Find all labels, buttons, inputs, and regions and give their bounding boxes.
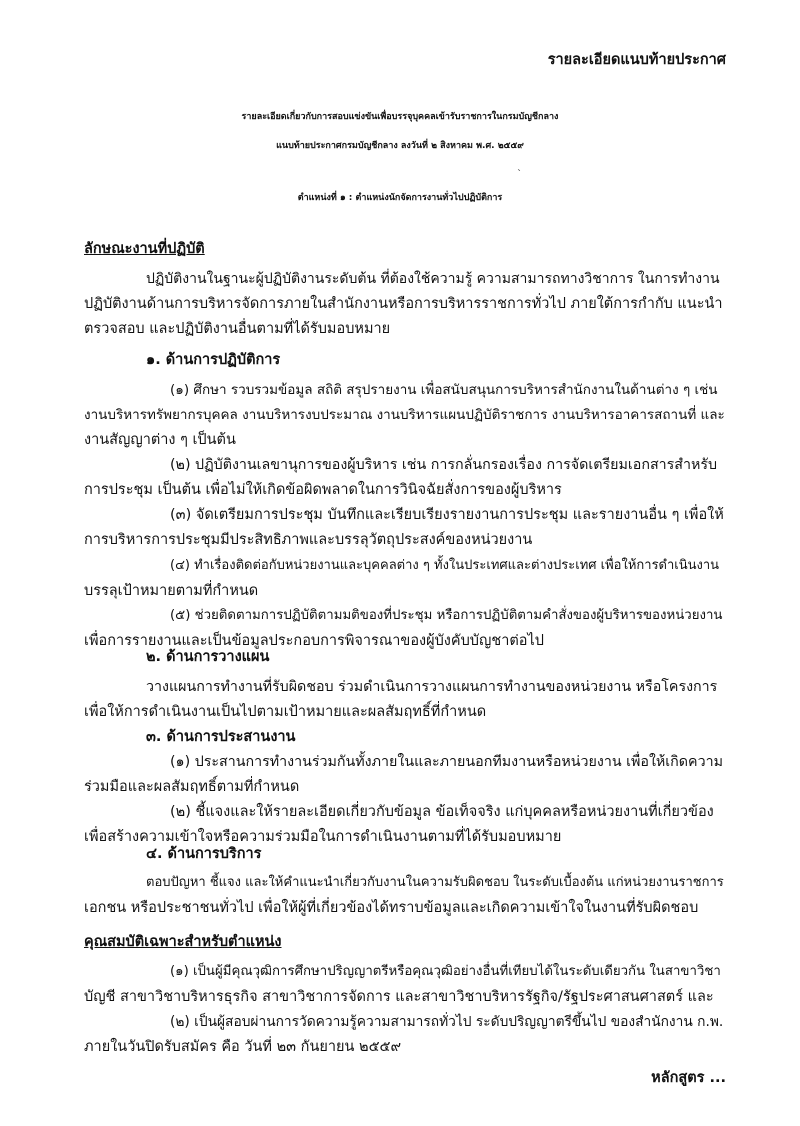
duties-intro-line: ปฏิบัติงานในฐานะผู้ปฏิบัติงานระดับต้น ที่ต้องใช้ความรู้ ความสามารถทางวิชาการ ในการทำงาน: [146, 271, 720, 287]
continuation-note: หลักสูตร ...: [651, 1070, 726, 1086]
section-2-line: วางแผนการทำงานที่รับผิดชอบ ร่วมดำเนินการวางแผนการทำงานของหน่วยงาน หรือโครงการ: [146, 679, 718, 695]
duties-intro-line: ปฏิบัติงานด้านการบริหารจัดการภายในสำนักงานหรือการบริหารราชการทั่วไป ภายใต้การกำกับ แนะนำ: [84, 296, 723, 312]
qualification-line: ภายในวันปิดรับสมัคร คือ วันที่ ๒๓ กันยายน ๒๕๕๙: [84, 1039, 402, 1055]
section-4-heading: ๔. ด้านการบริการ: [146, 846, 262, 862]
section-1-line: (๔) ทำเรื่องติดต่อกับหน่วยงานและบุคคลต่าง ๆ ทั้งในประเทศและต่างประเทศ เพื่อให้การดำเนินงาน: [170, 558, 720, 573]
section-1-line: (๑) ศึกษา รวบรวมข้อมูล สถิติ สรุปรายงาน เพื่อสนับสนุนการบริหารสำนักงานในด้านต่าง ๆ เช่น: [170, 382, 718, 398]
duties-intro-line: ตรวจสอบ และปฏิบัติงานอื่นตามที่ได้รับมอบหมาย: [84, 321, 391, 337]
section-1-line: (๒) ปฏิบัติงานเลขานุการของผู้บริหาร เช่น การกลั่นกรองเรื่อง การจัดเตรียมเอกสารสำหรับ: [170, 457, 718, 473]
qualifications-heading: คุณสมบัติเฉพาะสำหรับตำแหน่ง: [84, 934, 282, 950]
section-2-heading: ๒. ด้านการวางแผน: [146, 649, 270, 665]
section-1-line: เพื่อการรายงานและเป็นข้อมูลประกอบการพิจารณาของผู้บังคับบัญชาต่อไป: [84, 633, 544, 649]
stray-mark: `: [517, 169, 522, 180]
section-3-heading: ๓. ด้านการประสานงาน: [146, 729, 296, 745]
section-1-line: การบริหารการประชุมมีประสิทธิภาพและบรรลุวัตถุประสงค์ของหน่วยงาน: [84, 532, 533, 548]
document-title-line-2: แนบท้ายประกาศกรมบัญชีกลาง ลงวันที่ ๒ สิงหาคม พ.ศ. ๒๕๕๙: [276, 141, 524, 151]
duties-heading: ลักษณะงานที่ปฏิบัติ: [84, 241, 205, 257]
qualification-line: (๒) เป็นผู้สอบผ่านการวัดความรู้ความสามารถทั่วไป ระดับปริญญาตรีขึ้นไป ของสำนักงาน ก.พ.: [170, 1014, 724, 1030]
section-1-line: งานสัญญาต่าง ๆ เป็นต้น: [84, 432, 236, 448]
attachment-label: รายละเอียดแนบท้ายประกาศ: [547, 52, 726, 68]
position-title: ตำแหน่งที่ ๑ : ตำแหน่งนักจัดการงานทั่วไปปฏิบัติการ: [297, 193, 503, 203]
section-4-line: เอกชน หรือประชาชนทั่วไป เพื่อให้ผู้ที่เกี่ยวข้องได้ทราบข้อมูลและเกิดความเข้าใจในงานที่รับผิดชอบ: [84, 900, 699, 916]
section-3-line: ร่วมมือและผลสัมฤทธิ์ตามที่กำหนด: [84, 779, 300, 795]
section-1-heading: ๑. ด้านการปฏิบัติการ: [146, 352, 281, 368]
section-3-line: เพื่อสร้างความเข้าใจหรือความร่วมมือในการดำเนินงานตามที่ได้รับมอบหมาย: [84, 829, 562, 845]
section-1-line: การประชุม เป็นต้น เพื่อไม่ให้เกิดข้อผิดพลาดในการวินิจฉัยสั่งการของผู้บริหาร: [84, 482, 562, 498]
section-1-line: (๓) จัดเตรียมการประชุม บันทึกและเรียบเรียงรายงานการประชุม และรายงานอื่น ๆ เพื่อให้: [170, 507, 724, 523]
section-3-line: (๑) ประสานการทำงานร่วมกันทั้งภายในและภายนอกทีมงานหรือหน่วยงาน เพื่อให้เกิดความ: [170, 754, 723, 770]
section-4-line: ตอบปัญหา ชี้แจง และให้คำแนะนำเกี่ยวกับงานในความรับผิดชอบ ในระดับเบื้องต้น แก่หน่วยงานราชการ: [146, 875, 724, 890]
section-1-line: บรรลุเป้าหมายตามที่กำหนด: [84, 583, 259, 599]
qualification-line: บัญชี สาขาวิชาบริหารธุรกิจ สาขาวิชาการจัดการ และสาขาวิชาบริหารรัฐกิจ/รัฐประศาสนศาสตร์ และ: [84, 989, 714, 1005]
document-title-line-1: รายละเอียดเกี่ยวกับการสอบแข่งขันเพื่อบรรจุบุคคลเข้ารับราชการในกรมบัญชีกลาง: [241, 112, 559, 122]
section-1-line: (๕) ช่วยติดตามการปฏิบัติตามมติของที่ประชุม หรือการปฏิบัติตามคำสั่งของผู้บริหารของหน่วยงาน: [170, 608, 723, 623]
section-3-line: (๒) ชี้แจงและให้รายละเอียดเกี่ยวกับข้อมูล ข้อเท็จจริง แก่บุคคลหรือหน่วยงานที่เกี่ยวข้อง: [170, 804, 714, 820]
section-2-line: เพื่อให้การดำเนินงานเป็นไปตามเป้าหมายและผลสัมฤทธิ์ที่กำหนด: [84, 704, 487, 720]
qualification-line: (๑) เป็นผู้มีคุณวุฒิการศึกษาปริญญาตรีหรือคุณวุฒิอย่างอื่นที่เทียบได้ในระดับเดียวกัน ในสาขาวิชา: [170, 964, 721, 979]
section-1-line: งานบริหารทรัพยากรบุคคล งานบริหารงบประมาณ งานบริหารแผนปฏิบัติราชการ งานบริหารอาคารสถานที่ และ: [84, 407, 725, 423]
